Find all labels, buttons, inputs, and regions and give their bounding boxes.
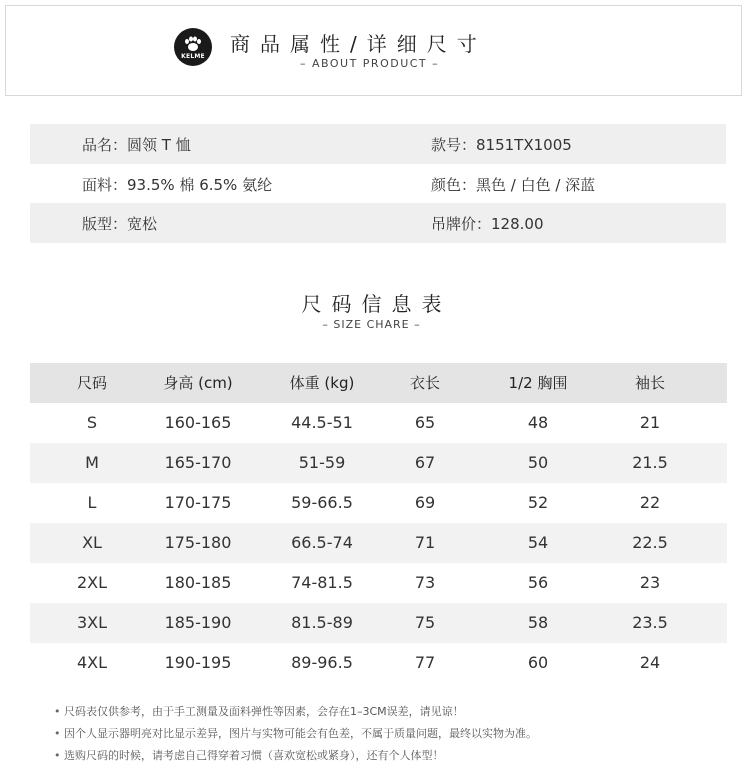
column-header: 尺码 xyxy=(76,374,107,392)
table-cell: 23 xyxy=(639,573,661,592)
table-cell: 190-195 xyxy=(164,653,232,672)
note-item xyxy=(54,704,537,726)
table-cell: 175-180 xyxy=(164,533,232,552)
page-subtitle: – ABOUT PRODUCT – xyxy=(300,57,440,70)
table-cell: 22 xyxy=(639,493,661,512)
column-header: 身高 (cm) xyxy=(163,374,233,392)
table-cell: 22.5 xyxy=(632,533,668,552)
table-cell: 69 xyxy=(414,493,436,512)
table-cell: 180-185 xyxy=(164,573,232,592)
bullet-icon: • xyxy=(54,705,61,718)
table-cell: 59-66.5 xyxy=(291,493,353,512)
table-body xyxy=(30,403,727,683)
table-row xyxy=(30,643,727,683)
table-cell: 50 xyxy=(527,453,549,472)
table-row xyxy=(30,483,727,523)
table-cell: XL xyxy=(82,533,102,552)
table-row xyxy=(30,603,727,643)
info-colors: 颜色：黑色 / 白色 / 深蓝 xyxy=(431,175,596,194)
table-cell: 165-170 xyxy=(164,453,232,472)
page-title: 商品属性/详细尺寸 xyxy=(230,32,487,56)
table-cell: 21 xyxy=(639,413,661,432)
table-row xyxy=(30,523,727,563)
table-cell: 77 xyxy=(414,653,436,672)
note-text: 选购尺码的时候，请考虑自己得穿着习惯（喜欢宽松或紧身），还有个人体型！ xyxy=(64,749,444,762)
table-cell: 65 xyxy=(414,413,436,432)
note-text: 尺码表仅供参考，由于手工测量及面料弹性等因素，会存在1–3CM误差，请见谅！ xyxy=(64,705,464,718)
table-cell: 2XL xyxy=(76,573,108,592)
table-cell: 21.5 xyxy=(632,453,668,472)
logo-text: KELME xyxy=(181,53,205,60)
table-cell: 4XL xyxy=(76,653,108,672)
info-style-number: 款号：8151TX1005 xyxy=(431,136,572,154)
table-cell: 52 xyxy=(527,493,549,512)
info-fit: 版型：宽松 xyxy=(82,215,158,233)
column-header: 1/2 胸围 xyxy=(508,374,568,392)
table-cell: 48 xyxy=(527,413,549,432)
brand-logo xyxy=(174,28,212,66)
table-header-row xyxy=(30,363,727,403)
table-cell: 185-190 xyxy=(164,613,232,632)
product-info-table xyxy=(30,124,726,243)
size-section-subtitle: – SIZE CHARE – xyxy=(322,318,421,331)
table-cell: 67 xyxy=(414,453,436,472)
size-section-title: 尺码信息表 xyxy=(301,292,452,316)
note-item xyxy=(54,748,537,770)
table-cell: 44.5-51 xyxy=(291,413,353,432)
table-cell: 23.5 xyxy=(632,613,668,632)
table-cell: 60 xyxy=(527,653,549,672)
info-row xyxy=(30,203,726,243)
column-header: 体重 (kg) xyxy=(289,374,355,392)
table-cell: 71 xyxy=(414,533,436,552)
info-fabric: 面料：93.5% 棉 6.5% 氨纶 xyxy=(82,175,273,194)
info-tag-price: 吊牌价：128.00 xyxy=(431,215,544,233)
table-row xyxy=(30,443,727,483)
table-cell: S xyxy=(86,413,98,432)
bullet-icon: • xyxy=(54,727,61,740)
notes-list xyxy=(54,704,537,770)
info-product-name: 品名：圆领 T 恤 xyxy=(82,136,191,154)
paw-icon xyxy=(174,28,212,66)
info-row xyxy=(30,124,726,164)
table-cell: L xyxy=(87,493,97,512)
table-cell: 160-165 xyxy=(164,413,232,432)
table-cell: 74-81.5 xyxy=(291,573,353,592)
table-cell: 3XL xyxy=(76,613,108,632)
column-header: 衣长 xyxy=(409,374,440,392)
table-cell: 51-59 xyxy=(298,453,346,472)
bullet-icon: • xyxy=(54,749,61,762)
table-cell: 54 xyxy=(527,533,549,552)
table-cell: 89-96.5 xyxy=(291,653,353,672)
table-cell: 75 xyxy=(414,613,436,632)
table-cell: 170-175 xyxy=(164,493,232,512)
column-header: 袖长 xyxy=(634,374,665,392)
table-row xyxy=(30,403,727,443)
table-cell: 81.5-89 xyxy=(291,613,353,632)
size-chart-table xyxy=(30,363,727,683)
table-cell: 58 xyxy=(527,613,549,632)
table-cell: M xyxy=(85,453,99,472)
table-cell: 24 xyxy=(639,653,661,672)
note-item xyxy=(54,726,537,748)
table-cell: 56 xyxy=(527,573,549,592)
table-cell: 73 xyxy=(414,573,436,592)
table-cell: 66.5-74 xyxy=(291,533,353,552)
note-text: 因个人显示器明亮对比显示差异，图片与实物可能会有色差，不属于质量问题，最终以实物为准。 xyxy=(64,727,537,740)
info-row xyxy=(30,164,726,204)
table-row xyxy=(30,563,727,603)
